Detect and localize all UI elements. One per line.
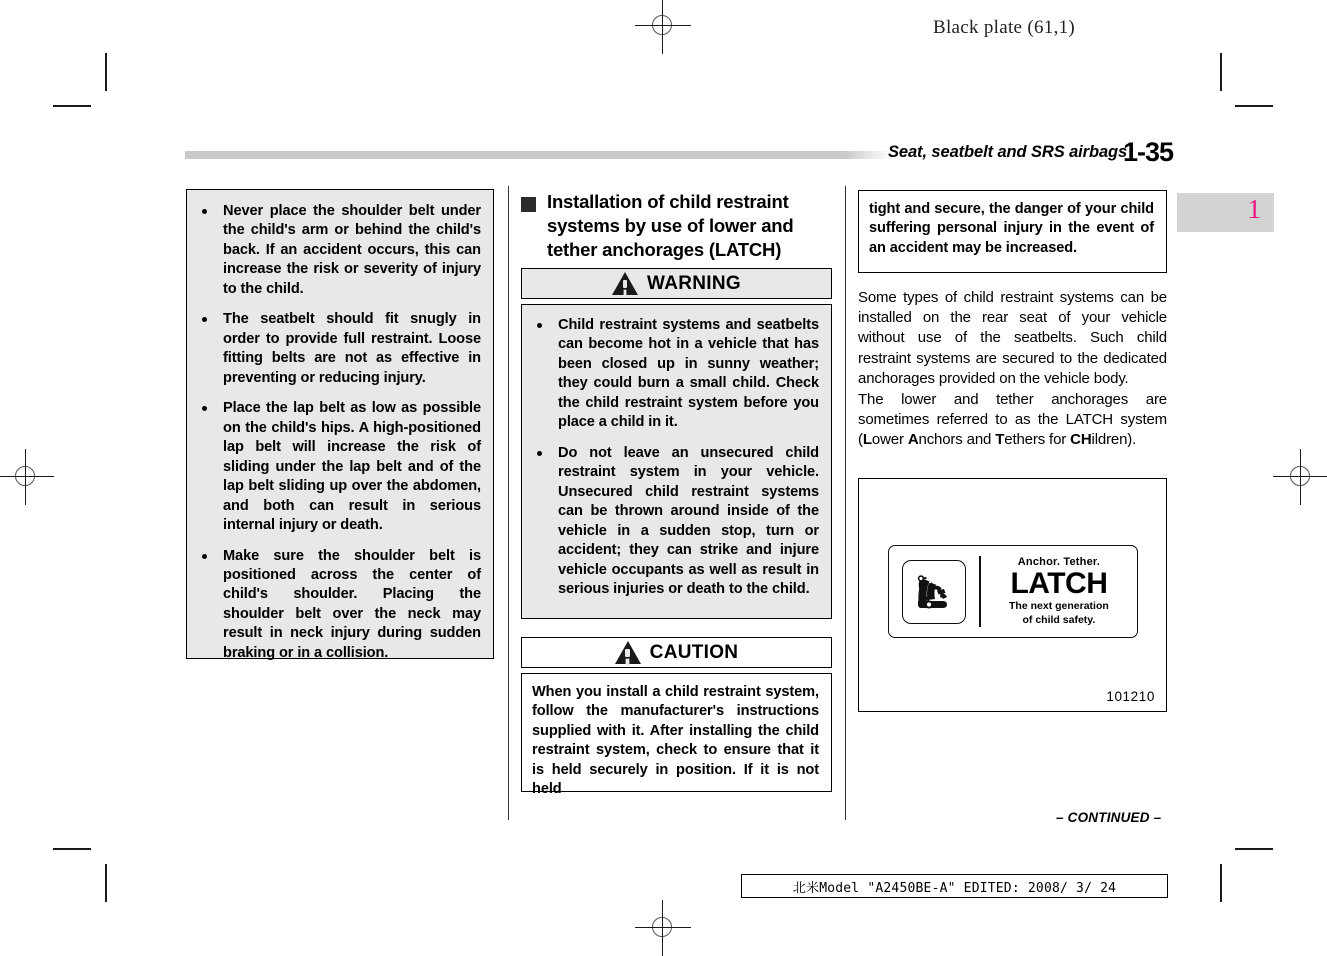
list-item: Make sure the shoulder belt is positioned across the center of child's shoulder. Placing the shoulder belt over the neck may result in neck injury during sudden braking or in a collision.	[195, 547, 481, 664]
list-item: Do not leave an unsecured child restraint system in your vehicle. Unsecured child restraint systems can be thrown around inside of the vehicle in a sudden stop, turn or accident; they can strike and injure vehicle occupants as well as result in serious injuries or death to the child.	[530, 444, 819, 600]
warning-triangle-icon	[612, 272, 638, 295]
left-column-bullet-list	[195, 202, 481, 663]
bullet-icon	[537, 323, 542, 328]
latch-tagline-line-1: The next generation	[1009, 600, 1109, 613]
paragraph-1: Some types of child restraint systems can be installed on the rear seat of your vehicle without use of the seatbelts. Such child restraint systems are secured to the dedicated anchorages provided on the vehicle body.	[858, 289, 1167, 387]
list-item: Child restraint systems and seatbelts can become hot in a vehicle that has been closed up in sunny weather; they could burn a small child. Check the child restraint system before you place a child in it.	[530, 316, 819, 433]
caution-label: CAUTION	[649, 641, 739, 663]
paragraph-2: The lower and tether anchorages are sometimes referred to as the LATCH system (Lower Anchors and Tethers for CHildren).	[858, 390, 1167, 449]
page-number: 1-35	[1123, 137, 1174, 167]
crop-mark-bottom-right-vertical	[1220, 864, 1222, 902]
registration-mark-bottom-center	[635, 900, 691, 956]
crop-mark-top-right-horizontal	[1235, 105, 1273, 107]
section-marker-icon	[521, 197, 536, 212]
crop-mark-top-right-vertical	[1220, 53, 1222, 91]
column-divider-left	[508, 186, 509, 820]
caution-banner	[521, 637, 832, 668]
warning-bullet-list	[530, 316, 819, 600]
crop-mark-top-left-horizontal	[53, 105, 91, 107]
warning-banner	[521, 268, 832, 299]
caution-continuation-box	[858, 190, 1167, 273]
warning-label: WARNING	[647, 272, 741, 294]
caution-triangle-icon	[615, 641, 641, 664]
crop-mark-bottom-right-horizontal	[1235, 848, 1273, 850]
page-title: Seat, seatbelt and SRS airbags	[888, 143, 1128, 161]
list-item: The seatbelt should fit snugly in order to provide full restraint. Loose fitting belts are not as effective in preventing or reducing injury.	[195, 310, 481, 388]
latch-tagline-line-2: of child safety.	[1022, 613, 1096, 626]
bullet-icon	[537, 451, 542, 456]
caution-body: When you install a child restraint system, follow the manufacturer's instructions supplied with it. After installing the child restraint system, check to ensure that it is held securely in position. If it is not held	[532, 684, 819, 798]
latch-figure	[858, 478, 1167, 712]
latch-title: LATCH	[1010, 566, 1108, 600]
latch-wordmark	[981, 557, 1137, 626]
bullet-icon	[202, 317, 207, 322]
list-item: Place the lap belt as low as possible on the child's hips. A high-positioned lap belt will increase the risk of sliding under the lap belt and of the lap belt sliding up over the abdomen, and both can result in serious internal injury or death.	[195, 399, 481, 535]
section-heading: Installation of child restraint systems by use of lower and tether anchorages (LATCH)	[521, 190, 833, 262]
crop-mark-top-left-vertical	[105, 53, 107, 91]
caution-box	[521, 673, 832, 798]
latch-anchor-tether-text: Anchor. Tether.	[1017, 555, 1101, 568]
registration-mark-left-middle	[0, 449, 54, 505]
registration-mark-right-middle	[1273, 449, 1327, 505]
crop-mark-bottom-left-horizontal	[53, 848, 91, 850]
right-column-body	[858, 288, 1167, 451]
continued-label: – CONTINUED –	[1056, 810, 1162, 825]
header-rule-taper	[845, 151, 891, 159]
chapter-tab	[1177, 193, 1274, 232]
warning-box	[521, 304, 832, 619]
chapter-tab-number: 1	[1247, 194, 1261, 224]
left-column-warning-box	[186, 189, 494, 659]
crop-mark-bottom-left-vertical	[105, 864, 107, 902]
column-divider-right	[845, 186, 846, 820]
figure-number: 101210	[1106, 689, 1155, 704]
registration-mark-top-center	[635, 0, 691, 54]
list-item: Never place the shoulder belt under the child's arm or behind the child's back. If an accident occurs, this can increase the risk or severity of injury to the child.	[195, 202, 481, 299]
child-seat-icon	[902, 560, 966, 624]
bullet-icon	[202, 406, 207, 411]
bullet-icon	[202, 209, 207, 214]
header-rule	[185, 151, 891, 159]
bullet-icon	[202, 554, 207, 559]
latch-label-plate	[888, 545, 1138, 638]
edit-stamp: 北米Model "A2450BE-A" EDITED: 2008/ 3/ 24	[741, 874, 1168, 898]
caution-continuation-text: tight and secure, the danger of your child suffering personal injury in the event of an accident may be increased.	[869, 201, 1154, 256]
black-plate-label: Black plate (61,1)	[933, 17, 1076, 38]
